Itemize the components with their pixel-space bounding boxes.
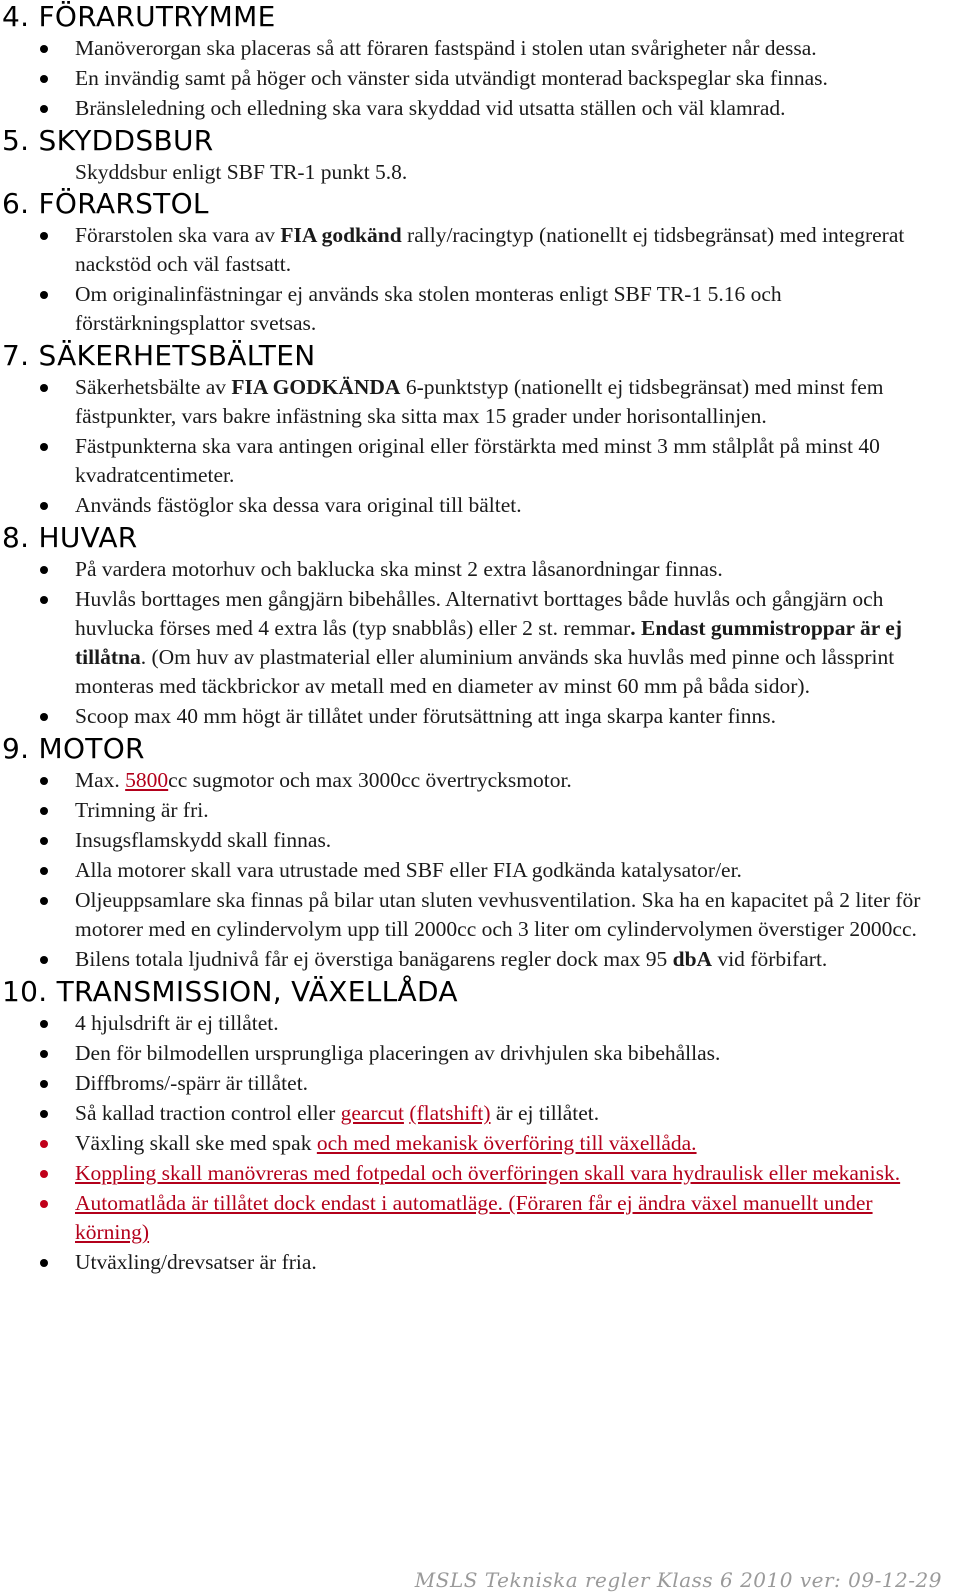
- section-heading-huvar: 8. HUVAR: [2, 521, 138, 554]
- section-heading-motor: 9. MOTOR: [2, 732, 145, 765]
- list-item: Max. 5800cc sugmotor och max 3000cc övertrycksmotor.: [0, 766, 960, 795]
- section-heading-transmission: 10. TRANSMISSION, VÄXELLÅDA: [2, 975, 458, 1008]
- list-transmission: [0, 1009, 960, 1277]
- section-heading-sakerhetsbalten: 7. SÄKERHETSBÄLTEN: [2, 339, 316, 372]
- list-forarstol: [0, 221, 960, 338]
- list-item: Bilens totala ljudnivå får ej överstiga banägarens regler dock max 95 dbA vid förbifart.: [0, 945, 960, 974]
- changed-text: och med mekanisk överföring till växellåda.: [316, 1131, 697, 1155]
- list-item: Om originalinfästningar ej används ska stolen monteras enligt SBF TR-1 5.16 och förstärkningsplattor svetsas.: [0, 280, 960, 338]
- list-item: Manöverorgan ska placeras så att föraren fastspänd i stolen utan svårigheter når dessa.: [0, 34, 960, 63]
- section-heading-forarutrymme: 4. FÖRARUTRYMME: [2, 0, 276, 33]
- changed-text: gearcut: [340, 1101, 404, 1125]
- list-item: Insugsflamskydd skall finnas.: [0, 826, 960, 855]
- list-huvar: [0, 555, 960, 731]
- list-item: Diffbroms/-spärr är tillåtet.: [0, 1069, 960, 1098]
- list-item: Oljeuppsamlare ska finnas på bilar utan sluten vevhusventilation. Ska ha en kapacitet på 2 liter för motorer med en cylindervolym upp till 2000cc och 3 liter om cylindervolymen överstiger 2000cc.: [0, 886, 960, 944]
- list-item: Trimning är fri.: [0, 796, 960, 825]
- list-item: Används fästöglor ska dessa vara original till bältet.: [0, 491, 960, 520]
- list-item: Alla motorer skall vara utrustade med SBF eller FIA godkända katalysator/er.: [0, 856, 960, 885]
- list-item: Huvlås borttages men gångjärn bibehålles. Alternativt borttages både huvlås och gångjärn och huvlucka förses med 4 extra lås (typ snabblås) eller 2 st. remmar. Endast gummistroppar är ej tillåtna. (Om huv av plastmaterial eller aluminium används ska huvlås med pinne och låssprint monteras med täckbrickor av metall med en diameter av minst 60 mm på båda sidor).: [0, 585, 960, 701]
- list-item: Bränsleledning och elledning ska vara skyddad vid utsatta ställen och väl klamrad.: [0, 94, 960, 123]
- list-item: [0, 1159, 960, 1188]
- list-item: [0, 1189, 960, 1247]
- changed-text: 5800: [125, 768, 169, 792]
- list-item: På vardera motorhuv och baklucka ska minst 2 extra låsanordningar finnas.: [0, 555, 960, 584]
- changed-text: Koppling skall manövreras med fotpedal och överföringen skall vara hydraulisk eller mekanisk.: [75, 1161, 901, 1185]
- list-item: Förarstolen ska vara av FIA godkänd rally/racingtyp (nationellt ej tidsbegränsat) med integrerat nackstöd och väl fastsatt.: [0, 221, 960, 279]
- list-forarutrymme: [0, 34, 960, 123]
- list-motor: [0, 766, 960, 974]
- list-item: Växling skall ske med spak och med mekanisk överföring till växellåda.: [0, 1129, 960, 1158]
- list-item: 4 hjulsdrift är ej tillåtet.: [0, 1009, 960, 1038]
- skyddsbur-text: Skyddsbur enligt SBF TR-1 punkt 5.8.: [75, 160, 408, 184]
- section-heading-forarstol: 6. FÖRARSTOL: [2, 187, 209, 220]
- list-item: Utväxling/drevsatser är fria.: [0, 1248, 960, 1277]
- list-item: Den för bilmodellen ursprungliga placeringen av drivhjulen ska bibehållas.: [0, 1039, 960, 1068]
- section-heading-skyddsbur: 5. SKYDDSBUR: [2, 124, 214, 157]
- list-item: Fästpunkterna ska vara antingen original eller förstärkta med minst 3 mm stålplåt på minst 40 kvadratcentimeter.: [0, 432, 960, 490]
- changed-text: (flatshift): [409, 1101, 491, 1125]
- changed-text: Automatlåda är tillåtet dock endast i automatläge. (Föraren får ej ändra växel manuellt under körning): [75, 1191, 873, 1244]
- page-footer: MSLS Tekniska regler Klass 6 2010 ver: 09-12-29: [414, 1568, 942, 1592]
- list-item: Scoop max 40 mm högt är tillåtet under förutsättning att inga skarpa kanter finns.: [0, 702, 960, 731]
- list-item: Säkerhetsbälte av FIA GODKÄNDA 6-punktstyp (nationellt ej tidsbegränsat) med minst fem fästpunkter, vars bakre infästning ska sitta max 15 grader under horisontallinjen.: [0, 373, 960, 431]
- list-item: En invändig samt på höger och vänster sida utvändigt monterad backspeglar ska finnas.: [0, 64, 960, 93]
- list-sakerhetsbalten: [0, 373, 960, 520]
- list-item: Så kallad traction control eller gearcut (flatshift) är ej tillåtet.: [0, 1099, 960, 1128]
